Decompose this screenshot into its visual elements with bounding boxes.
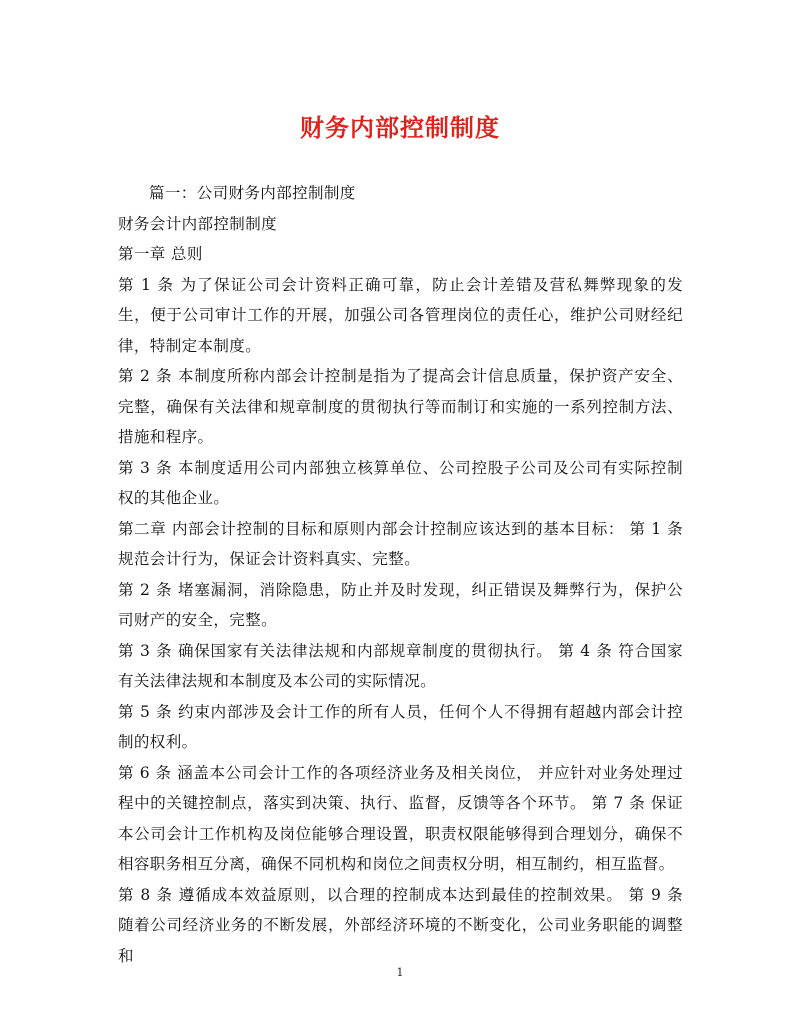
paragraph: 第 8 条 遵循成本效益原则，以合理的控制成本达到最佳的控制效果。 第 9 条 随着公司经济业务的不断发展，外部经济环境的不断变化，公司业务职能的调整和 (118, 885, 683, 965)
paragraph-chapter-heading: 第一章 总则 (118, 245, 203, 263)
paragraph: 第 5 条 约束内部涉及会计工作的所有人员，任何个人不得拥有超越内部会计控制的权利。 (118, 702, 683, 751)
paragraph: 第 6 条 涵盖本公司会计工作的各项经济业务及相关岗位， 并应针对业务处理过程中的关键控制点，落实到决策、执行、监督，反馈等各个环节。 第 7 条 保证本公司会计工作机构及岗位能够合理设置，职责权限能够得到合理划分，确保不相容职务相互分离，确保不同机构和岗位之间责权分明，相互制约，相互监督。 (118, 763, 683, 873)
paragraph: 第 1 条 为了保证公司会计资料正确可靠，防止会计差错及营私舞弊现象的发生，便于公司审计工作的开展，加强公司各管理岗位的责任心，维护公司财经纪律，特制定本制度。 (118, 275, 683, 355)
document-body (118, 178, 683, 971)
paragraph-subtitle: 财务会计内部控制制度 (118, 214, 278, 233)
page-number: 1 (396, 966, 404, 979)
paragraph: 第 3 条 本制度适用公司内部独立核算单位、公司控股子公司及公司有实际控制权的其他企业。 (118, 458, 683, 507)
paragraph: 第 2 条 堵塞漏洞，消除隐患，防止并及时发现，纠正错误及舞弊行为，保护公司财产的安全，完整。 (118, 580, 683, 629)
paragraph-section-heading: 篇一：公司财务内部控制制度 (149, 184, 356, 202)
paragraph: 第 3 条 确保国家有关法律法规和内部规章制度的贯彻执行。 第 4 条 符合国家有关法律法规和本制度及本公司的实际情况。 (118, 641, 683, 690)
paragraph: 第 2 条 本制度所称内部会计控制是指为了提高会计信息质量，保护资产安全、完整，确保有关法律和规章制度的贯彻执行等而制订和实施的一系列控制方法、措施和程序。 (118, 367, 683, 446)
document-title: 财务内部控制制度 (300, 113, 500, 142)
paragraph: 第二章 内部会计控制的目标和原则内部会计控制应该达到的基本目标： 第 1 条 规范会计行为，保证会计资料真实、完整。 (118, 519, 683, 568)
